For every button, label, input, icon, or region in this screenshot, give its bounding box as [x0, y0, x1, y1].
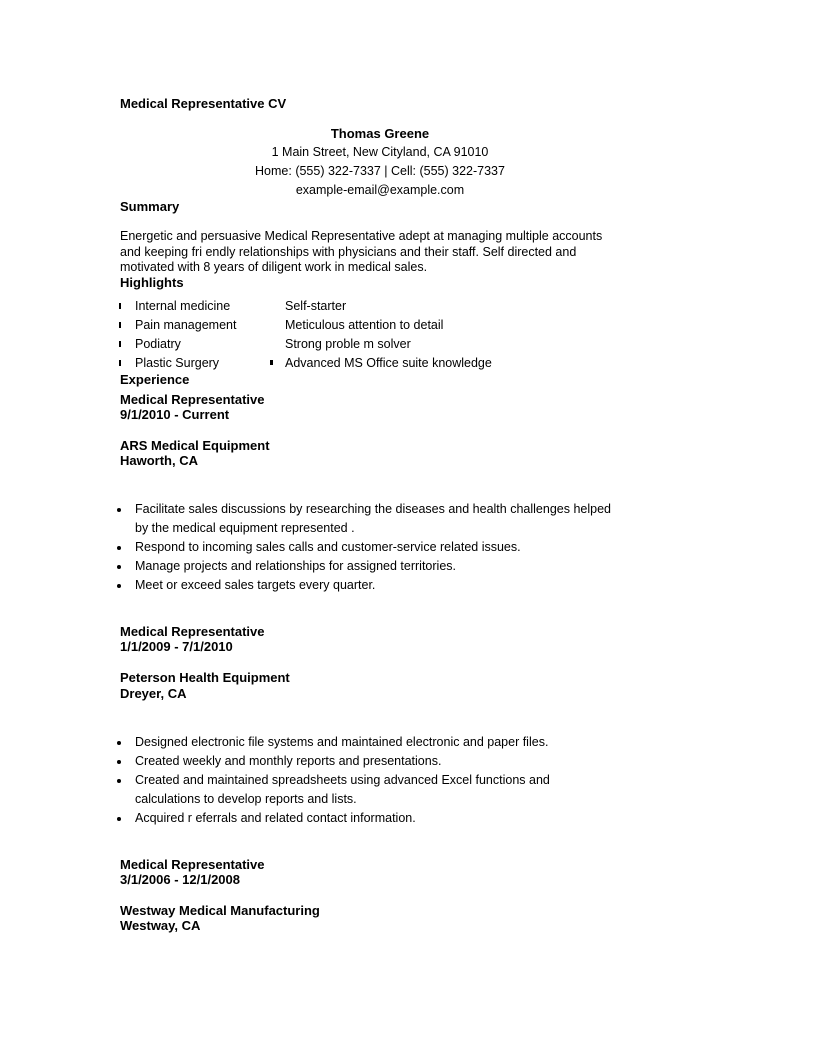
summary-line: and keeping fri endly relationships with physicians and their staff. Self directed and [120, 244, 577, 259]
job-bullets [114, 500, 611, 595]
job-location: Dreyer, CA [120, 686, 187, 701]
job-company: Peterson Health Equipment [120, 670, 290, 685]
bullet-icon [119, 341, 121, 347]
bullet-icon [117, 565, 121, 569]
summary-heading: Summary [120, 199, 180, 214]
list-item: Meticulous attention to detail [285, 318, 444, 332]
list-item: Designed electronic file systems and maintained electronic and paper files. [114, 733, 550, 752]
highlights-heading: Highlights [120, 275, 184, 290]
job-title: Medical Representative [120, 857, 265, 872]
job-dates: 9/1/2010 - Current [120, 407, 230, 422]
contact-address: 1 Main Street, New Cityland, CA 91010 [271, 145, 489, 159]
list-item: Self-starter [285, 299, 347, 313]
job-title: Medical Representative [120, 392, 265, 407]
list-item: Plastic Surgery [114, 354, 236, 373]
list-item: Meet or exceed sales targets every quarter. [114, 576, 611, 595]
bullet-icon [117, 584, 121, 588]
bullet-icon [117, 546, 121, 550]
summary-line: motivated with 8 years of diligent work in medical sales. [120, 260, 428, 274]
contact-email: example-email@example.com [295, 183, 465, 197]
job-bullets [114, 733, 550, 828]
job-location: Haworth, CA [120, 453, 198, 468]
summary-text [120, 229, 640, 276]
list-item: Internal medicine [114, 297, 236, 316]
job-company: ARS Medical Equipment [120, 438, 270, 453]
contact-name: Thomas Greene [330, 126, 430, 141]
list-item: Respond to incoming sales calls and customer-service related issues. [114, 538, 611, 557]
list-item: Acquired r eferrals and related contact information. [114, 809, 550, 828]
bullet-icon [270, 360, 273, 365]
bullet-icon [119, 360, 121, 366]
contact-phones: Home: (555) 322-7337 | Cell: (555) 322-7337 [255, 164, 505, 178]
list-item: Created and maintained spreadsheets using advanced Excel functions and [114, 771, 550, 790]
highlights-left-list [114, 297, 236, 373]
list-item: calculations to develop reports and lists. [135, 792, 357, 806]
list-item: Manage projects and relationships for assigned territories. [114, 557, 611, 576]
highlights-right-list [285, 297, 492, 373]
job-dates: 3/1/2006 - 12/1/2008 [120, 872, 240, 887]
list-item: Strong proble m solver [285, 337, 411, 351]
job-company: Westway Medical Manufacturing [120, 903, 320, 918]
bullet-icon [117, 508, 121, 512]
job-dates: 1/1/2009 - 7/1/2010 [120, 639, 233, 654]
job-location: Westway, CA [120, 918, 201, 933]
bullet-icon [119, 303, 121, 309]
bullet-icon [117, 779, 121, 783]
bullet-icon [117, 817, 121, 821]
list-item: Created weekly and monthly reports and presentations. [114, 752, 550, 771]
document-title: Medical Representative CV [120, 96, 287, 111]
list-item: Pain management [114, 316, 236, 335]
summary-line: Energetic and persuasive Medical Representative adept at managing multiple accounts [120, 229, 603, 243]
list-item: Advanced MS Office suite knowledge [285, 356, 492, 370]
bullet-icon [117, 760, 121, 764]
experience-heading: Experience [120, 372, 190, 387]
bullet-icon [119, 322, 121, 328]
bullet-icon [117, 741, 121, 745]
list-item: Facilitate sales discussions by researching the diseases and health challenges helped [114, 500, 611, 519]
list-item: by the medical equipment represented . [135, 521, 355, 535]
list-item: Podiatry [114, 335, 236, 354]
job-title: Medical Representative [120, 624, 265, 639]
